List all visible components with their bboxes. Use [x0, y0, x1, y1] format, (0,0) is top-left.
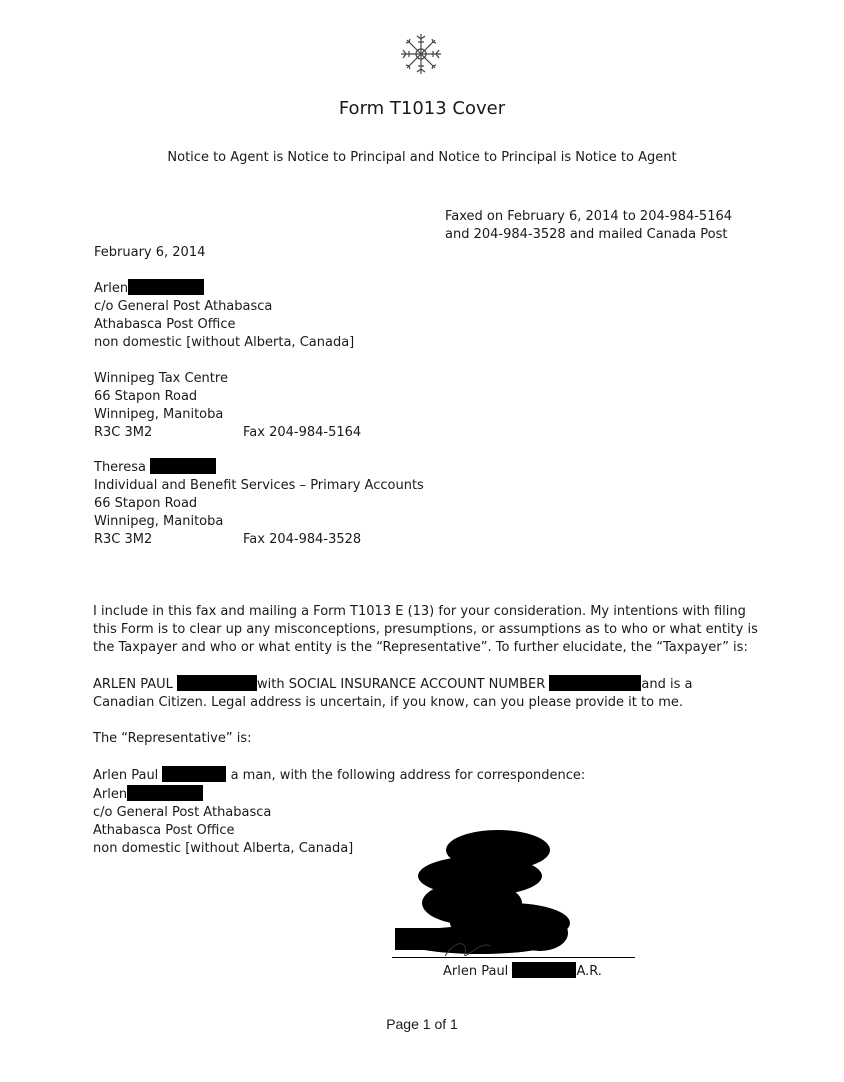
tax-centre-line-3: Winnipeg, Manitoba — [94, 407, 224, 422]
signature-name-suffix: A.R. — [576, 964, 602, 979]
representative-short-name: Arlen — [93, 787, 128, 802]
recipient-2-fax: Fax 204-984-3528 — [243, 532, 362, 547]
taxpayer-line-2: Canadian Citizen. Legal address is uncertain, if you know, can you please provide it to me. — [93, 695, 683, 710]
representative-line-3: c/o General Post Athabasca — [93, 805, 272, 820]
redaction-box — [512, 962, 576, 978]
redaction-box — [128, 279, 204, 295]
recipient-2-name: Theresa — [94, 460, 146, 475]
helm-of-awe-logo-icon — [397, 30, 445, 78]
redaction-box — [127, 785, 203, 801]
representative-description: a man, with the following address for correspondence: — [230, 768, 586, 783]
taxpayer-paragraph — [93, 675, 693, 712]
redaction-box — [162, 766, 226, 782]
signature-name-part-1: Arlen Paul — [443, 964, 509, 979]
tax-centre-postal: R3C 3M2 — [94, 425, 153, 440]
recipient-2-line-2: Individual and Benefit Services – Primary Accounts — [94, 478, 424, 493]
representative-line-2 — [93, 785, 585, 804]
redaction-box — [150, 458, 216, 474]
redaction-box — [549, 675, 641, 691]
signature-name — [443, 962, 602, 981]
taxpayer-line-1 — [93, 675, 693, 694]
tax-centre-fax: Fax 204-984-5164 — [243, 425, 362, 440]
representative-line-4: Athabasca Post Office — [93, 823, 235, 838]
sender-address — [94, 279, 354, 352]
letter-date: February 6, 2014 — [94, 245, 206, 260]
document-subtitle: Notice to Agent is Notice to Principal and Notice to Principal is Notice to Agent — [167, 150, 677, 165]
taxpayer-line-1-end: and is a — [641, 677, 693, 692]
representative-name: Arlen Paul — [93, 768, 159, 783]
redaction-box — [177, 675, 257, 691]
signature-line — [392, 957, 635, 958]
recipient-2-postal-line — [94, 531, 424, 549]
taxpayer-name: ARLEN PAUL — [93, 677, 173, 692]
recipient-2-postal: R3C 3M2 — [94, 532, 153, 547]
representative-line-1 — [93, 766, 585, 785]
body-paragraph — [93, 603, 758, 657]
recipient-2-name-line — [94, 458, 424, 477]
fax-note — [445, 208, 732, 244]
body-line-2: this Form is to clear up any misconceptions, presumptions, or assumptions as to who or what entity is — [93, 622, 758, 637]
recipient-2-line-4: Winnipeg, Manitoba — [94, 514, 224, 529]
tax-centre-address — [94, 370, 362, 442]
recipient-2-line-3: 66 Stapon Road — [94, 496, 198, 511]
redacted-signature — [390, 828, 590, 963]
tax-centre-line-1: Winnipeg Tax Centre — [94, 371, 228, 386]
tax-centre-line-2: 66 Stapon Road — [94, 389, 198, 404]
sender-name: Arlen — [94, 281, 129, 296]
tax-centre-postal-line — [94, 424, 362, 442]
body-line-1: I include in this fax and mailing a Form T1013 E (13) for your consideration. My intentions with filing — [93, 604, 746, 619]
fax-note-line-2: and 204-984-3528 and mailed Canada Post — [445, 227, 728, 242]
representative-label: The “Representative” is: — [93, 731, 252, 746]
sender-name-line — [94, 279, 354, 298]
representative-line-5: non domestic [without Alberta, Canada] — [93, 841, 354, 856]
fax-note-line-1: Faxed on February 6, 2014 to 204-984-5164 — [445, 209, 733, 224]
document-title: Form T1013 Cover — [338, 98, 506, 119]
page-number: Page 1 of 1 — [386, 1016, 458, 1032]
recipient-2-address — [94, 458, 424, 549]
sender-line-4: non domestic [without Alberta, Canada] — [94, 335, 355, 350]
taxpayer-sin-label: with SOCIAL INSURANCE ACCOUNT NUMBER — [257, 677, 546, 692]
body-line-3: the Taxpayer and who or what entity is the “Representative”. To further elucidate, the “Taxpayer” is: — [93, 640, 748, 655]
sender-line-2: c/o General Post Athabasca — [94, 299, 273, 314]
sender-line-3: Athabasca Post Office — [94, 317, 236, 332]
